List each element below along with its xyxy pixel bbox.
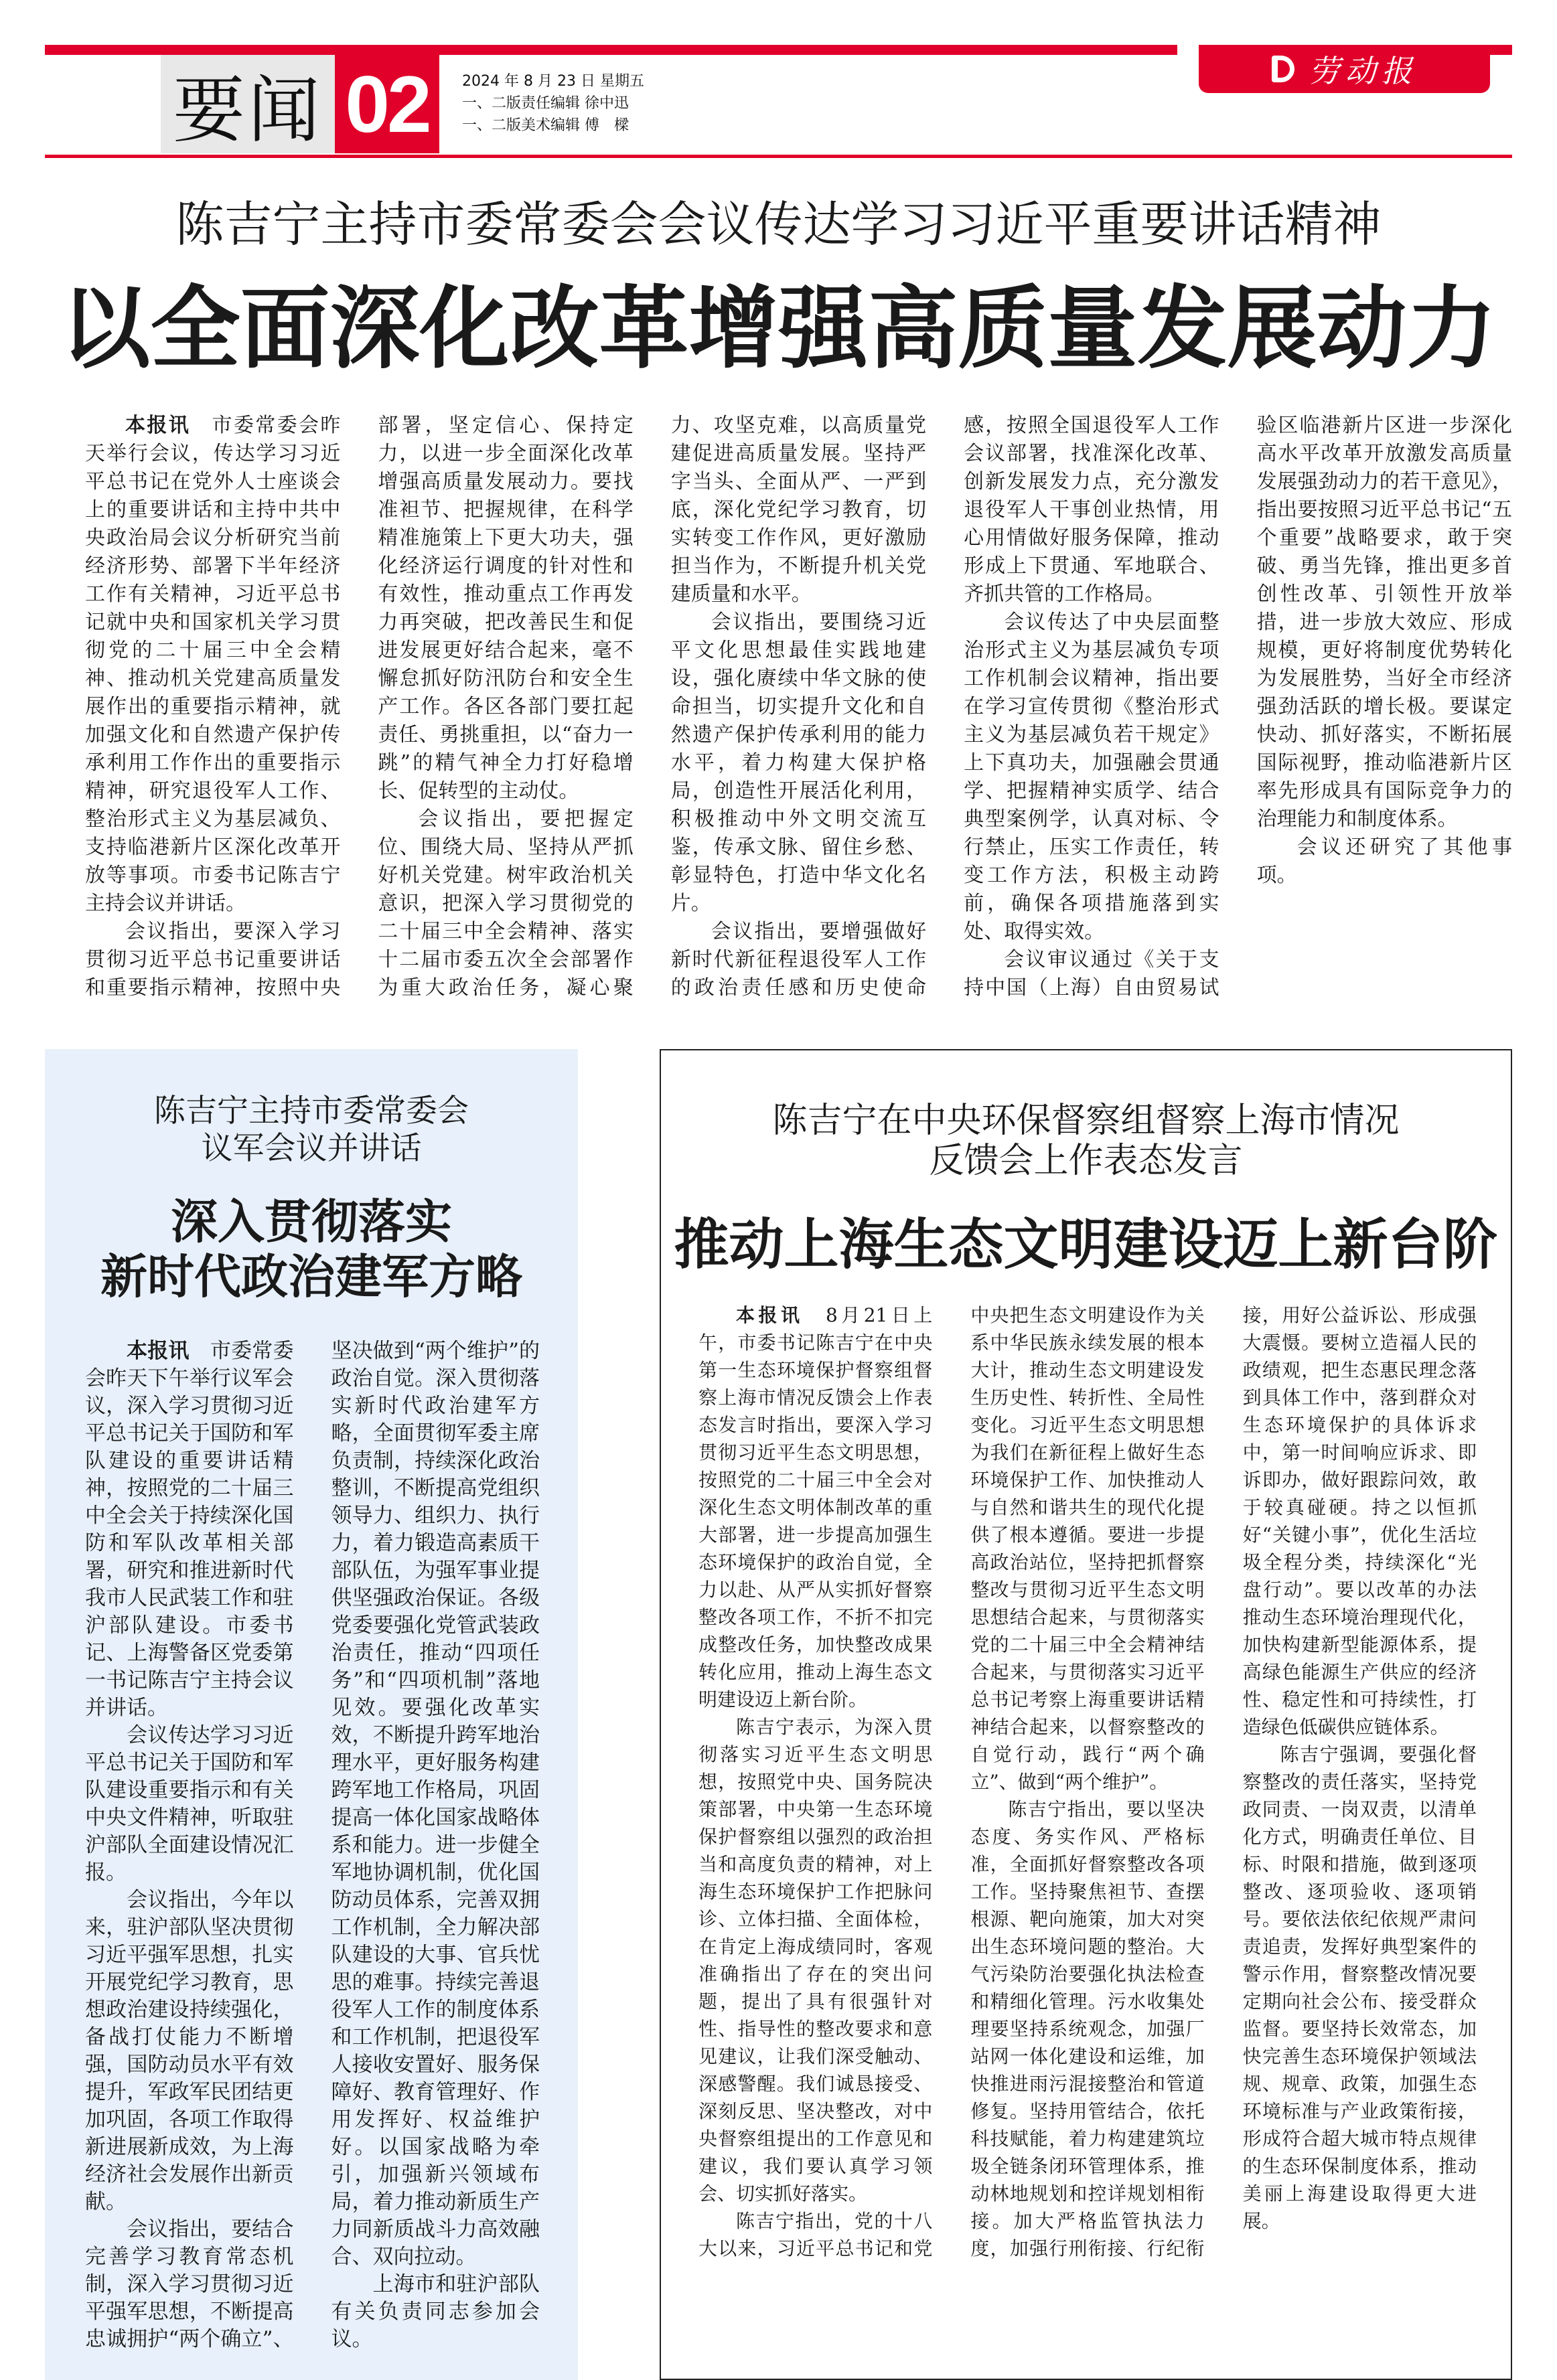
kicker-line: 陈吉宁在中央环保督察组督察上海市情况 xyxy=(772,1101,1400,1141)
masthead-bottom-rule xyxy=(45,155,1512,158)
paragraph-text: 8月21日上午，市委书记陈吉宁在中央第一生态环境保护督察组督察上海市情况反馈会上作表态发言时指出，要深入学习贯彻习近平生态文明思想，按照党的二十届三中全会对深化生态文明体制改革的重大部署，进一步提高加强生态环境保护的政治自觉，全力以赴、从严从实抓好督察整改各项工作，不折不扣完成整改任务，加快整改成果转化应用，推动上海生态文明建设迈上新台阶。 xyxy=(698,1304,933,1711)
kicker-line: 陈吉宁主持市委常委会 xyxy=(154,1093,469,1129)
title-line: 深入贯彻落实 xyxy=(171,1194,452,1249)
paragraph-text: 市委常委会昨天举行会议，传达学习习近平总书记在党外人士座谈会上的重要讲话和主持中共中央政治局会议分析研究当前经济形势、部署下半年经济工作有关精神，习近平总书记就中央和国家机关学习贯彻党的二十届三中全会精神、推动机关党建高质量发展作出的重要指示精神，就加强文化和自然遗产保护传承利用工作作出的重要指示精神，研究退役军人工作、整治形式主义为基层减负、支持临港新片区深化改革开放等事项。市委书记陈吉宁主持会议并讲话。 xyxy=(85,414,341,915)
masthead-top-rule-right xyxy=(1490,45,1512,55)
lower-stories xyxy=(45,1049,1512,2380)
paragraph: 陈吉宁强调，要强化督察整改的责任落实，坚持党政同责、一岗双责，以清单化方式，明确责任单位、目标、时限和措施，做到逐项整改、逐项验收、逐项销号。要依法依纪依规严肃问责追责，发挥好典型案件的警示作用，督察整改情况要定期向社会公布、接受群众监督。要坚持长效常态，加快完善生态环境保护领域法规、规章、政策，加强生态环境标准与产业政策衔接，形成符合超大城市特点规律的生态环保制度体系，推动美丽上海建设取得更大进展。 xyxy=(1242,1743,1477,2232)
paragraph: 会议指出，要增强做好新时代新征程退役军人工作的政治责任感和历史使命感，按照全国退役军人工作会议部署，找准深化改革、创新发展发力点，充分激发退役军人干事创业热情，用心用情做好服务保障，推动形成上下贯通、军地联合、齐抓共管的工作格局。 xyxy=(670,414,1219,1000)
title-line: 新时代政治建军方略 xyxy=(100,1249,522,1304)
paragraph-text: 市委常委会昨天下午举行议军会议，深入学习贯彻习近平总书记关于国防和军队建设的重要讲话精神，按照党的二十届三中全会关于持续深化国防和军队改革相关部署，研究和推进新时代我市人民武装工作和驻沪部队建设。市委书记、上海警备区党委第一书记陈吉宁主持会议并讲话。 xyxy=(85,1339,294,1720)
right-story-frame xyxy=(660,1049,1512,2380)
paragraph: 会议指出，今年以来，驻沪部队坚决贯彻习近平强军思想，扎实开展党纪学习教育，思想政治建设持续强化，备战打仗能力不断增强，国防动员水平有效提升，军政军民团结更加巩固，各项工作取得新进展新成效，为上海经济社会发展作出新贡献。 xyxy=(85,1888,294,2214)
top-story-body xyxy=(85,412,1512,1002)
logo-text: 劳动报 xyxy=(1309,53,1418,89)
newspaper-logo[interactable] xyxy=(1199,45,1490,93)
left-story-kicker xyxy=(45,1093,578,1168)
paragraph: 会议指出，要把握定位、围绕大局、坚持从严抓好机关党建。树牢政治机关意识，把深入学习贯彻党的二十届三中全会精神、落实十二届市委五次全会部署作为重大政治任务，凝心聚力、攻坚克难，以高质量党建促进高质量发展。坚持严字当头、全面从严、一严到底，深化党纪学习教育，切实转变工作作风，更好激励担当作为，不断提升机关党建质量和水平。 xyxy=(378,414,927,1000)
paragraph: 会议指出，要结合完善学习教育常态机制，深入学习贯彻习近平强军思想，不断提高忠诚拥护“两个确立”、坚决做到“两个维护”的政治自觉。深入贯彻落实新时代政治建军方略，全面贯彻军委主席负责制，持续深化政治整训，不断提高党组织领导力、组织力、执行力，着力锻造高素质干部队伍，为强军事业提供坚强政治保证。各级党委要强化党管武装政治责任，推动“四项任务”和“四项机制”落地见效。要强化改革实效，不断提升跨军地治理水平，更好服务构建跨军地工作格局，巩固提高一体化国家战略体系和能力。进一步健全军地协调机制，优化国防动员体系，完善双拥工作机制，全力解决部队建设的大事、官兵忧思的难事。持续完善退役军人工作的制度体系和工作机制，把退役军人接收安置好、服务保障好、教育管理好、作用发挥好、权益维护好。以国家战略为牵引，加强新兴领域布局，着力推动新质生产力同新质战斗力高效融合、双向拉动。 xyxy=(85,1339,540,2351)
paragraph: 会议传达学习习近平总书记关于国防和军队建设重要指示和有关中央文件精神，听取驻沪部队全面建设情况汇报。 xyxy=(85,1723,294,1885)
paragraph xyxy=(85,412,340,918)
paragraph: 陈吉宁指出，要以坚决态度、务实作风、严格标准，全面抓好督察整改各项工作。坚持聚焦袒节、查摆根源、靶向施策，加大对突出生态环境问题的整治。大气污染防治要强化执法检查和精细化管理。污水收集处理要坚持系统观念，加强厂站网一体化建设和运维，加快推进雨污混接整治和管道修复。坚持用管结合，依托科技赋能，着力构建建筑垃圾全链条闭环管理体系，推动林地规划和控详规划相衔接。加大严格监管执法力度，加强行刑衔接、行纪衔接，用好公益诉讼、形成强大震慑。要树立造福人民的政绩观，把生态惠民理念落到具体工作中，落到群众对生态环境保护的具体诉求中，第一时间响应诉求、即诉即办，做好跟踪问效，敢于较真碰硬。持之以恒抓好“关键小事”，优化生活垃圾全程分类，持续深化“光盘行动”。要以改革的办法推动生态环境治理现代化，加快构建新型能源体系，提高绿色能源生产供应的经济性、稳定性和可持续性，打造绿色低碳供应链体系。 xyxy=(970,1304,1477,2259)
right-story-title: 推动上海生态文明建设迈上新台阶 xyxy=(674,1212,1498,1277)
page-content xyxy=(45,194,1512,2380)
responsible-editor: 一、二版责任编辑 徐中迅 xyxy=(462,95,629,112)
dateline: 本报讯 xyxy=(736,1304,804,1326)
dateline: 本报讯 xyxy=(127,1339,190,1363)
paragraph: 陈吉宁指出，党的十八大以来，习近平总书记和党中央把生态文明建设作为关系中华民族永续发展的根本大计，推动生态文明建设发生历史性、转折性、全局性变化。习近平生态文明思想为我们在新征程上做好生态环境保护工作、加快推动人与自然和谐共生的现代化提供了根本遵循。要进一步提高政治站位，坚持把抓督察整改与贯彻习近平生态文明思想结合起来，与贯彻落实党的二十届三中全会精神结合起来，与贯彻落实习近平总书记考察上海重要讲话精神结合起来，以督察整改的自觉行动，践行“两个确立”、做到“两个维护”。 xyxy=(698,1304,1205,2259)
top-story-headline: 以全面深化改革增强高质量发展动力 xyxy=(60,275,1497,381)
page-number: 02 xyxy=(345,59,429,149)
paragraph xyxy=(698,1301,932,1713)
paragraph xyxy=(85,1338,294,1722)
paragraph: 会议审议通过《关于支持中国（上海）自由贸易试验区临港新片区进一步深化高水平改革开放激发高质量发展强劲动力的若干意见》，指出要按照习近平总书记“五个重要”战略要求，敢于突破、勇当先锋，推出更多首创性改革、引领性开放举措，进一步放大效应、形成规模，更好将制度优势转化为发展胜势，当好全市经济强劲活跃的增长极。要谋定快动、抓好落实，不断拓展国际视野，推动临港新片区率先形成具有国际竞争力的治理能力和制度体系。 xyxy=(964,414,1512,1000)
left-story-body xyxy=(85,1338,540,2353)
paragraph: 上海市和驻沪部队有关负责同志参加会议。 xyxy=(331,2272,540,2351)
logo-mark-icon xyxy=(1272,56,1294,82)
page-number-box xyxy=(335,55,439,153)
section-name: 要闻 xyxy=(172,69,323,153)
left-story-panel xyxy=(45,1049,578,2380)
section-label xyxy=(161,55,335,153)
edition-info xyxy=(462,70,644,137)
left-story-title xyxy=(45,1194,578,1304)
dateline: 本报讯 xyxy=(125,414,191,437)
paragraph: 会议还研究了其他事项。 xyxy=(1256,836,1512,887)
kicker-line: 反馈会上作表态发言 xyxy=(929,1141,1243,1181)
paragraph: 会议指出，要围绕习近平文化思想最佳实践地建设，强化赓续中华文脉的使命担当，切实提升文化和自然遗产保护传承利用的能力水平，着力构建大保护格局，创造性开展活化利用，积极推动中外文明交流互鉴，传承文脉、留住乡愁、彰显特色，打造中华文化名片。 xyxy=(670,611,927,915)
paragraph: 陈吉宁表示，为深入贯彻落实习近平生态文明思想，按照党中央、国务院决策部署，中央第一生态环境保护督察组以强烈的政治担当和高度负责的精神，对上海生态环境保护工作把脉问诊、立体扫描、全面体检，在肯定上海成绩同时，客观准确指出了存在的突出问题，提出了具有很强针对性、指导性的整改要求和意见建议，让我们深受触动、深感警醒。我们诚恳接受、深刻反思、坚决整改，对中央督察组提出的工作意见和建议，我们要认真学习领会、切实抓好落实。 xyxy=(698,1716,933,2205)
paragraph: 会议指出，要深入学习贯彻习近平总书记重要讲话和重要指示精神，按照中央部署，坚定信心、保持定力，以进一步全面深化改革增强高质量发展动力。要找准袒节、把握规律，在科学精准施策上下更大功夫，强化经济运行调度的针对性和有效性，推动重点工作再发力再突破，把改善民生和促进发展更好结合起来，毫不懈怠抓好防汛防台和安全生产工作。各区各部门要扛起责任、勇挑重担，以“奋力一跳”的精气神全力打好稳增长、促转型的主动仗。 xyxy=(85,414,634,1000)
right-story-kicker xyxy=(661,1101,1511,1181)
art-editor: 一、二版美术编辑 傅 樑 xyxy=(462,117,629,134)
issue-date: 2024 年 8 月 23 日 星期五 xyxy=(462,73,644,90)
kicker-line: 议军会议并讲话 xyxy=(201,1130,422,1167)
top-story-kicker: 陈吉宁主持市委常委会会议传达学习习近平重要讲话精神 xyxy=(175,196,1382,252)
paragraph: 会议传达了中央层面整治形式主义为基层减负专项工作机制会议精神，指出要在学习宣传贯彻《整治形式主义为基层减负若干规定》上下真功夫，加强融会贯通学、把握精神实质学、结合典型案例学，认真对标、令行禁止，压实工作责任，转变工作方法，积极主动跨前，确保各项措施落到实处、取得实效。 xyxy=(964,611,1219,943)
right-story-body xyxy=(698,1301,1477,2262)
